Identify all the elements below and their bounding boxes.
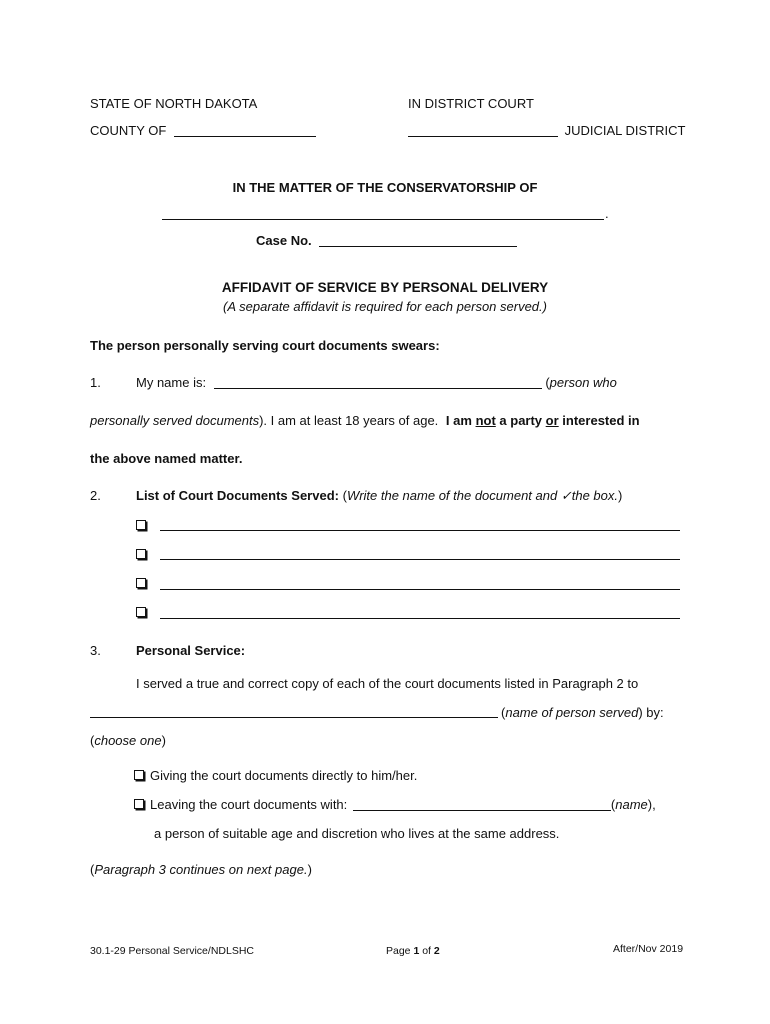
case-no-row [256,233,517,248]
name-period: . [605,206,609,221]
continues-note-row: (Paragraph 3 continues on next page.) [90,862,312,877]
leave-with-name-field[interactable] [353,809,611,811]
county-field[interactable] [174,135,316,137]
para1-age-text: ). I am at least 18 years of age. [259,413,439,428]
or-word: or [545,413,559,428]
para1-paren: ( [545,375,550,390]
county-label: COUNTY OF [90,123,167,138]
para3-paren-open: ( [501,705,506,720]
page-indicator [386,945,440,957]
matter-heading: IN THE MATTER OF THE CONSERVATORSHIP OF [232,180,538,195]
person-served-hint-row [501,705,664,720]
document-checkbox-4[interactable] [136,605,146,620]
not-party-a: I am [445,413,472,428]
not-party-c: interested in [562,413,640,428]
checkbox-icon[interactable] [136,549,146,559]
para2-label: List of Court Documents Served: [136,488,339,503]
para1-label: My name is: [136,375,207,390]
state-label: STATE OF NORTH DAKOTA [90,96,258,111]
document-name-field-4[interactable] [160,618,680,619]
option-direct-checkbox[interactable] [134,770,144,780]
para3-label: Personal Service: [136,643,246,658]
para2-paren-open: ( [342,488,347,503]
not-word: not [475,413,496,428]
continues-note: Paragraph 3 continues on next page. [94,862,308,877]
document-name-field-3[interactable] [160,589,680,590]
page-of: of [422,945,431,957]
person-served-hint: name of person served [505,705,639,720]
page-number: 1 [413,945,420,957]
document-name-field-1[interactable] [160,530,680,531]
option-direct-label: Giving the court documents directly to him/her. [150,768,418,783]
checkbox-icon[interactable] [136,578,146,588]
page-prefix: Page [386,945,411,957]
server-name-field[interactable] [214,387,542,389]
document-checkbox-2[interactable] [136,547,146,562]
option-leave-checkbox[interactable] [134,799,144,809]
para1-line1 [136,375,617,390]
case-no-label: Case No. [256,233,312,248]
not-party-b: a party [499,413,543,428]
document-subtitle: (A separate affidavit is required for each person served.) [223,299,547,314]
para1-hint: person who [549,375,617,390]
checkbox-icon[interactable] [136,607,146,617]
option-leave-label: Leaving the court documents with: [150,797,348,812]
revision-date: After/Nov 2019 [613,943,684,955]
county-row [90,123,316,138]
para3-number: 3. [90,643,101,658]
intro-statement: The person personally serving court documents swears: [90,338,440,353]
form-id: 30.1-29 Personal Service/NDLSHC [90,945,254,957]
para2-heading [136,488,622,504]
para2-hint: Write the name of the document and ✓the box. [346,488,618,503]
option-leave-continuation: a person of suitable age and discretion who lives at the same address. [154,826,560,841]
conservatorship-name-field[interactable] [162,219,604,220]
para1-number: 1. [90,375,101,390]
option-direct-row [134,768,417,783]
name-hint: name [615,797,648,812]
choose-one-row: (choose one) [90,733,166,748]
para2-number: 2. [90,488,101,503]
para1-line2 [90,413,640,428]
choose-one-hint: choose one [94,733,162,748]
para2-paren-close: ) [617,488,623,503]
para1-hint2: personally served documents [90,413,260,428]
para3-by-text: ) by: [638,705,664,720]
page-total: 2 [433,945,440,957]
person-served-field[interactable] [90,717,498,718]
document-name-field-2[interactable] [160,559,680,560]
document-checkbox-1[interactable] [136,518,146,533]
judicial-district-label: JUDICIAL DISTRICT [564,123,686,138]
document-title: AFFIDAVIT OF SERVICE BY PERSONAL DELIVERY [221,280,549,295]
option-leave-row: Leaving the court documents with: (name), [134,797,656,812]
case-no-field[interactable] [319,245,517,247]
para1-line3: the above named matter. [90,451,243,466]
checkbox-icon[interactable] [136,520,146,530]
not-party-statement [446,413,640,428]
judicial-district-field[interactable] [408,135,558,137]
para3-text: I served a true and correct copy of each of the court documents listed in Paragraph 2 to [136,676,639,691]
judicial-district-row [408,123,685,138]
document-checkbox-3[interactable] [136,576,146,591]
court-label: IN DISTRICT COURT [408,96,534,111]
